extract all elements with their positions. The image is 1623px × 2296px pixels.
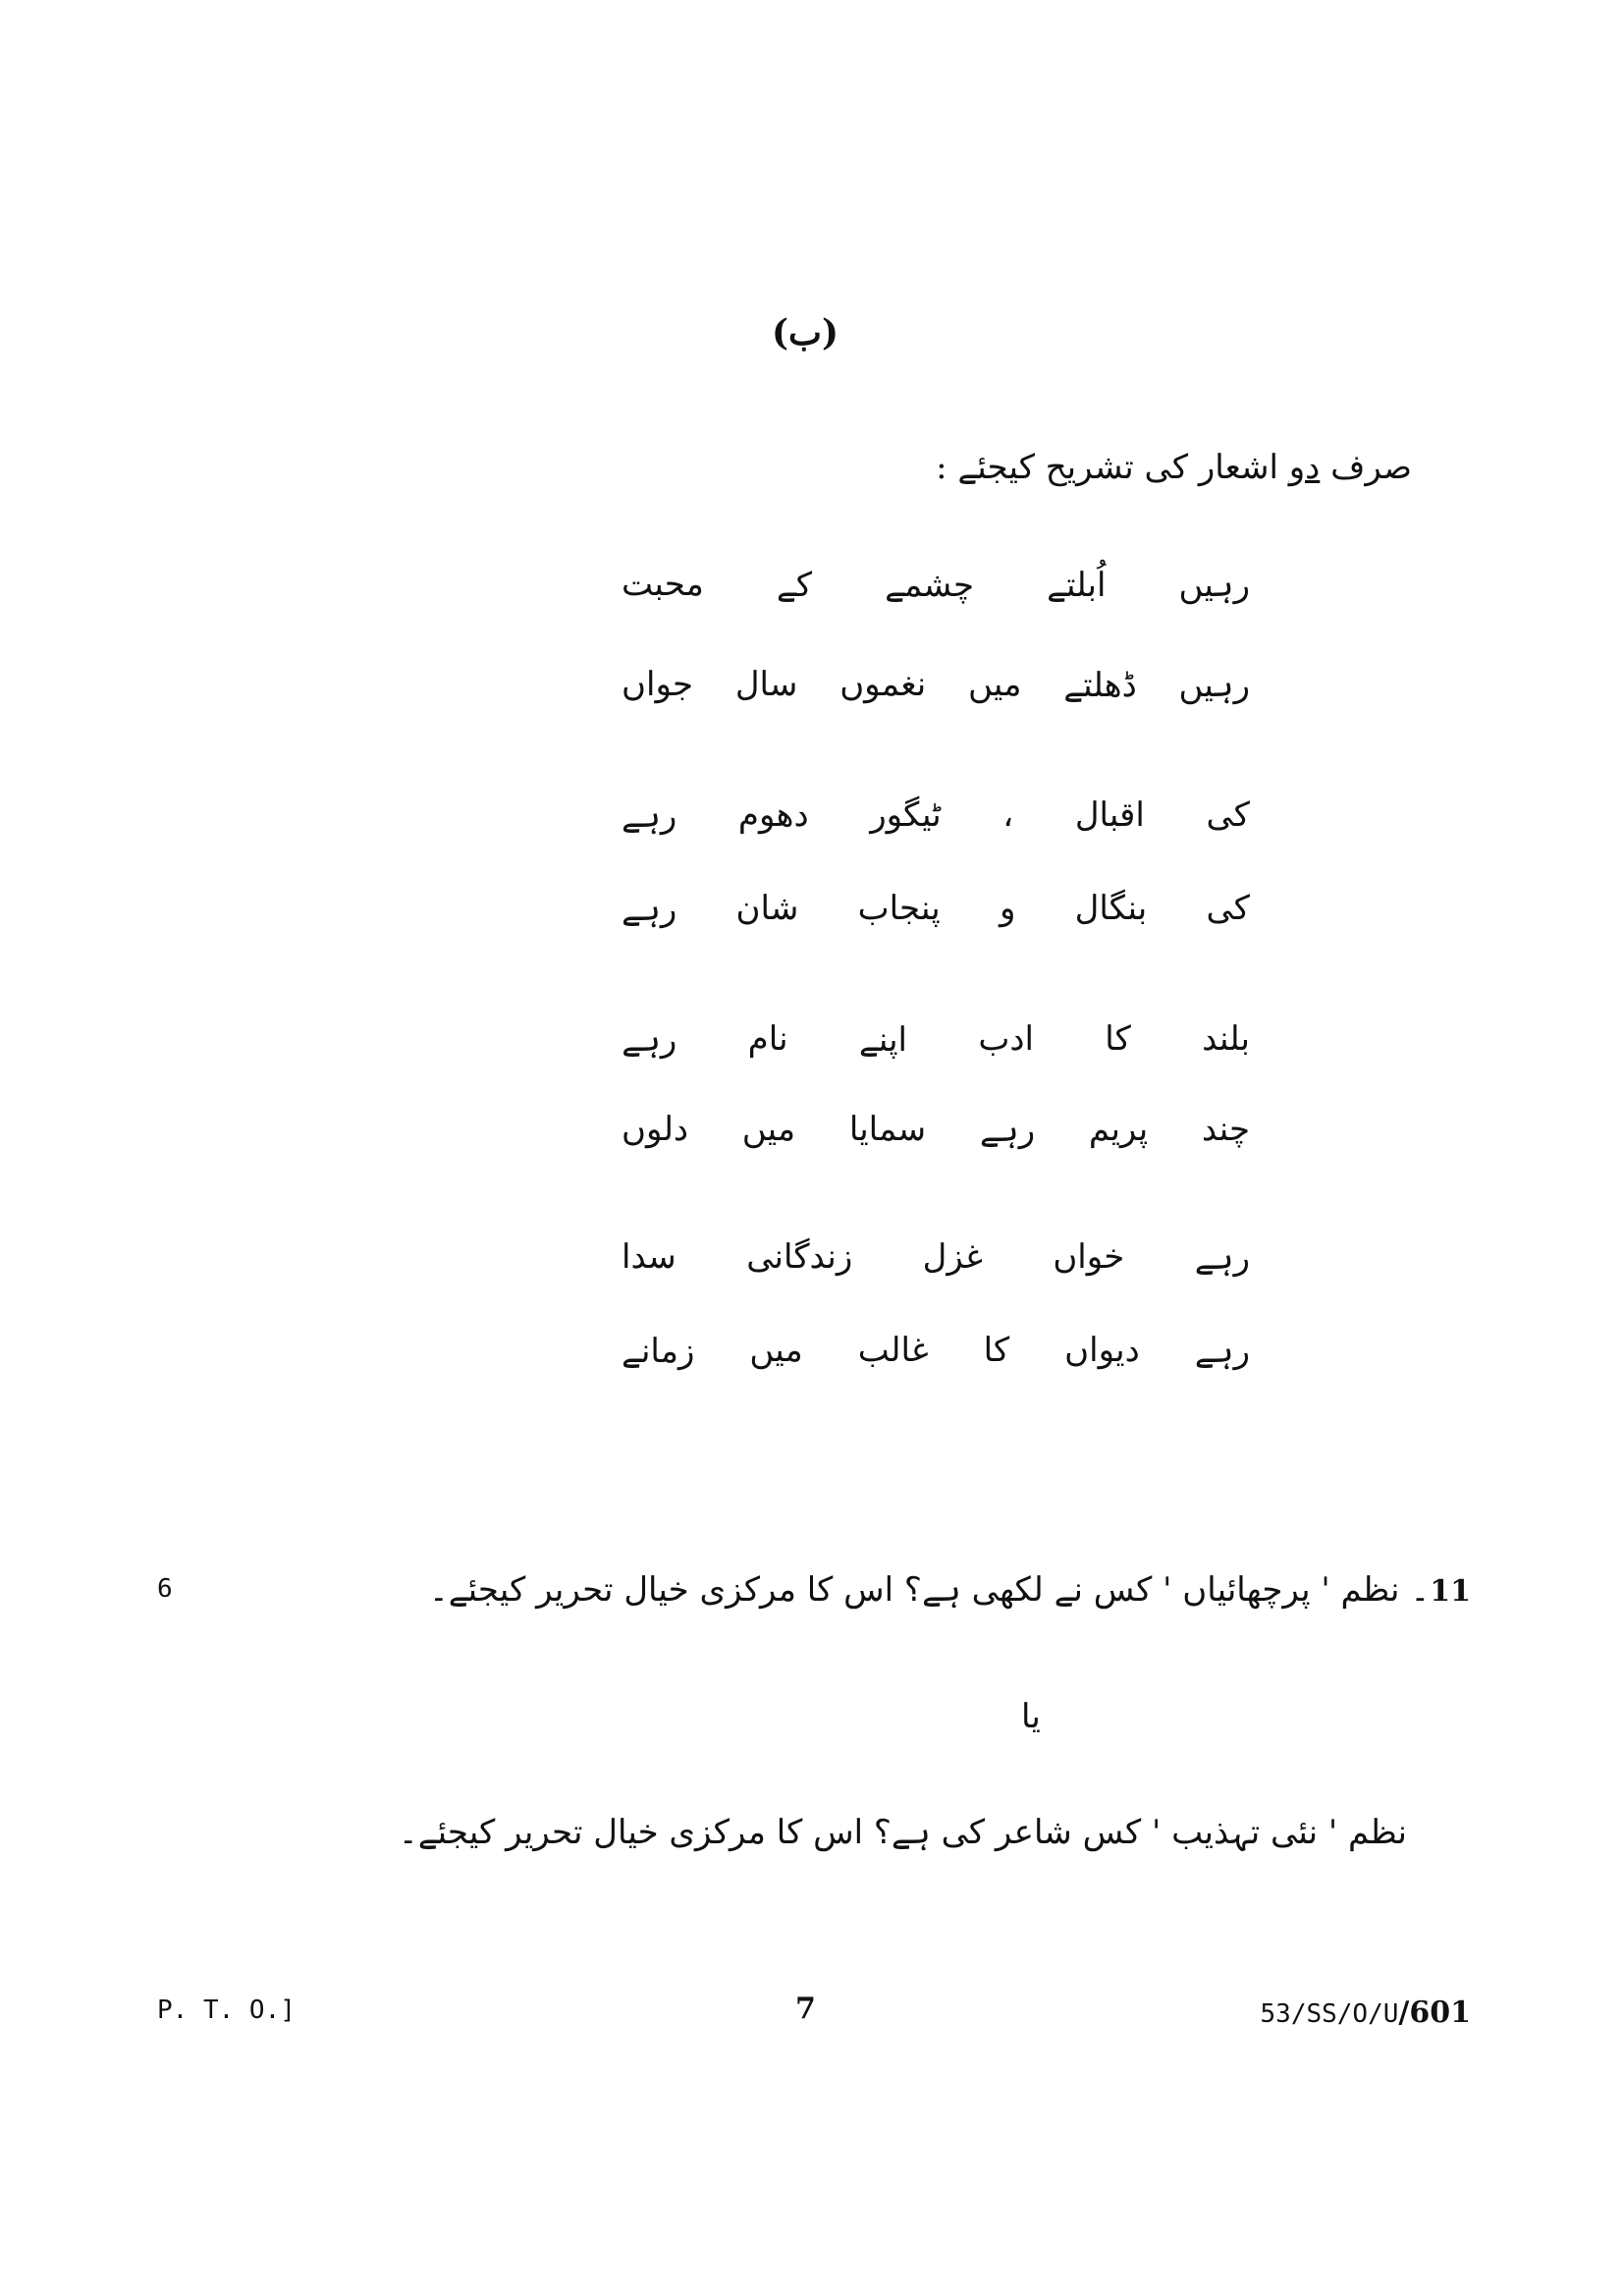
verse-word: چشمے: [885, 566, 975, 605]
verse-word: نام: [747, 1019, 788, 1059]
verse-word: رہے: [622, 796, 677, 836]
verse-word: کے: [776, 566, 813, 605]
verse-word: اپنے: [858, 1020, 907, 1060]
verse-word: خواں: [1053, 1237, 1125, 1277]
verse-word: زمانے: [622, 1332, 695, 1371]
footer-code-bold: /601: [1398, 1995, 1471, 2030]
verse-word: رہے: [979, 1111, 1036, 1150]
verse-word: کی: [1206, 889, 1250, 928]
verse-word: رہے: [622, 890, 677, 929]
verse-line: [622, 795, 1250, 836]
verse-word: بلند: [1202, 1019, 1250, 1059]
verse-word: ادب: [978, 1019, 1034, 1059]
verse-word: زندگانی: [746, 1237, 853, 1277]
verse-word: شان: [735, 889, 799, 928]
verse-line: [622, 1331, 1250, 1371]
question-separator: ۔: [1410, 1570, 1431, 1610]
verse-line: [622, 1110, 1250, 1150]
verse-word: رہے: [1194, 1238, 1250, 1278]
verse-word: اُبلتے: [1047, 566, 1107, 605]
section-heading: (ب): [772, 312, 839, 354]
verse-word: ،: [1002, 795, 1014, 835]
verse-word: کی: [1206, 795, 1250, 835]
footer-code-prefix: 53/SS/O/U: [1260, 1999, 1399, 2029]
footer-left: P. T. O.]: [157, 1995, 296, 2025]
or-word: یا: [1021, 1697, 1041, 1736]
question-11-alternative: نظم ' نئی تہذیب ' کس شاعر کی ہے؟ اس کا مرکزی خیال تحریر کیجئے۔: [398, 1813, 1407, 1852]
verse-word: سمایا: [848, 1110, 927, 1149]
verse-word: رہیں: [1178, 566, 1250, 605]
verse-line: [622, 665, 1250, 705]
verse-word: غالب: [857, 1331, 929, 1370]
question-number: 11: [1430, 1574, 1471, 1609]
instruction-underlined: دو: [1288, 448, 1321, 487]
question-text: نظم ' پرچھائیاں ' کس نے لکھی ہے؟ اس کا مرکزی خیال تحریر کیجئے۔: [428, 1570, 1411, 1610]
verse-line: [622, 1237, 1250, 1278]
verse-word: دیواں: [1064, 1331, 1140, 1370]
verse-word: رہیں: [1178, 666, 1250, 705]
verse-word: کا: [983, 1331, 1010, 1370]
verse-word: سال: [734, 665, 798, 704]
instruction-after: اشعار کی تشریح کیجئے :: [936, 448, 1289, 487]
verse-word: غزل: [922, 1237, 983, 1277]
side-number: 6: [157, 1574, 173, 1604]
instruction: [936, 447, 1412, 487]
verse-word: کا: [1105, 1019, 1131, 1059]
verse-word: بنگال: [1074, 889, 1148, 928]
verse-word: ٹیگور: [870, 795, 942, 835]
verse-word: میں: [968, 665, 1022, 704]
verse-word: ڈھلتے: [1063, 666, 1137, 705]
verse-word: جواں: [622, 665, 694, 704]
verse-word: دھوم: [737, 795, 809, 835]
footer-page-number: 7: [795, 1992, 816, 2026]
footer-code: [1261, 1995, 1471, 2030]
verse-word: میں: [749, 1331, 803, 1370]
verse-word: نغموں: [839, 665, 927, 704]
verse-word: پریم: [1088, 1110, 1149, 1149]
verse-line: [622, 1019, 1250, 1060]
verse-word: میں: [741, 1110, 796, 1149]
verse-word: اقبال: [1074, 795, 1145, 835]
verse-word: دلوں: [622, 1110, 689, 1149]
verse-word: محبت: [622, 565, 704, 604]
verse-line: [622, 889, 1250, 929]
verse-word: رہے: [1194, 1332, 1250, 1371]
verse-word: چند: [1201, 1110, 1250, 1149]
verse-word: پنجاب: [857, 889, 941, 928]
verse-line: [622, 565, 1250, 605]
question-11: [429, 1569, 1471, 1610]
instruction-before: صرف: [1320, 448, 1412, 487]
verse-word: سدا: [622, 1237, 676, 1277]
verse-word: رہے: [622, 1020, 677, 1060]
verse-word: و: [999, 889, 1016, 928]
